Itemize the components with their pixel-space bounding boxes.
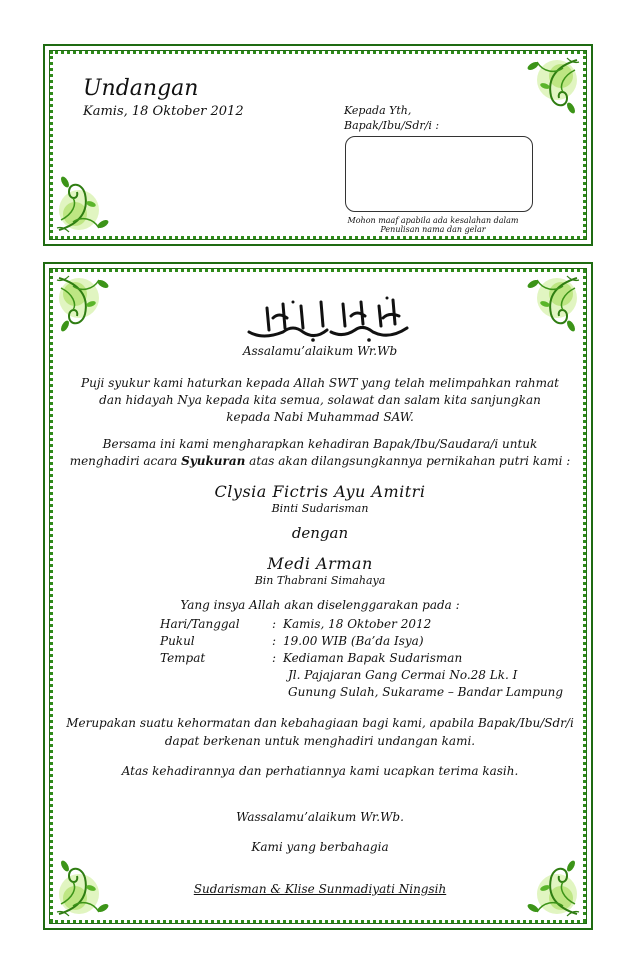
address-line-2: Gunung Sulah, Sukarame – Bandar Lampung <box>288 685 564 699</box>
time-label: Pukul <box>160 634 195 648</box>
day-label: Hari/Tanggal <box>160 617 240 631</box>
schedule-intro: Yang insya Allah akan diselenggarakan pada : <box>180 598 460 612</box>
apology-note-line-1: Mohon maaf apabila ada kesalahan dalam <box>347 216 519 225</box>
opening-greeting: Assalamu’alaikum Wr.Wb <box>242 344 398 358</box>
green-floral-corner-icon <box>55 844 129 918</box>
recipient-label: Kepada Yth, <box>344 104 412 117</box>
bismillah-calligraphy-icon <box>243 294 413 344</box>
paragraph-line: menghadiri acara Syukuran atas akan dilangsungkannya pernikahan putri kami : <box>69 454 571 468</box>
thanks-line: Atas kehadirannya dan perhatiannya kami ucapkan terima kasih. <box>121 764 519 778</box>
closing-greeting: Wassalamu’alaikum Wr.Wb. <box>236 810 404 824</box>
envelope-date: Kamis, 18 Oktober 2012 <box>83 104 244 119</box>
address-box <box>345 136 533 212</box>
place-label: Tempat <box>160 651 206 665</box>
paragraph-line: kepada Nabi Muhammad SAW. <box>226 410 414 424</box>
green-floral-corner-icon <box>55 160 129 234</box>
green-floral-corner-icon <box>507 56 581 130</box>
apology-note-line-2: Penulisan nama dan gelar <box>380 225 486 234</box>
invitation-letter-card <box>43 262 593 930</box>
place-value: Kediaman Bapak Sudarisman <box>283 651 463 665</box>
groom-father: Bin Thabrani Simahaya <box>254 574 386 587</box>
bride-name: Clysia Fictris Ayu Amitri <box>214 482 426 501</box>
day-value: Kamis, 18 Oktober 2012 <box>283 617 432 631</box>
recipient-sublabel: Bapak/Ibu/Sdr/i : <box>344 119 440 132</box>
envelope-title: Undangan <box>83 76 199 101</box>
bride-father: Binti Sudarisman <box>271 502 369 515</box>
green-floral-corner-icon <box>507 844 581 918</box>
connector-text: dengan <box>291 524 349 542</box>
closing-line: Kami yang berbahagia <box>251 840 389 854</box>
event-name: Syukuran <box>181 454 246 468</box>
paragraph-line: dapat berkenan untuk menghadiri undangan kami. <box>164 734 476 748</box>
colon: : <box>272 634 277 648</box>
green-floral-corner-icon <box>55 274 129 348</box>
time-value: 19.00 WIB (Ba’da Isya) <box>283 634 424 648</box>
green-floral-corner-icon <box>507 274 581 348</box>
signature-names: Sudarisman & Klise Sunmadiyati Ningsih <box>193 882 447 896</box>
envelope-card <box>43 44 593 246</box>
paragraph-line: Bersama ini kami mengharapkan kehadiran Bapak/Ibu/Saudara/i untuk <box>102 437 538 451</box>
paragraph-line: Merupakan suatu kehormatan dan kebahagiaan bagi kami, apabila Bapak/Ibu/Sdr/i <box>66 716 574 730</box>
groom-name: Medi Arman <box>267 554 373 573</box>
colon: : <box>272 651 277 665</box>
colon: : <box>272 617 277 631</box>
address-line-1: Jl. Pajajaran Gang Cermai No.28 Lk. I <box>288 668 518 682</box>
paragraph-line: Puji syukur kami haturkan kepada Allah SWT yang telah melimpahkan rahmat <box>81 376 559 390</box>
paragraph-line: dan hidayah Nya kepada kita semua, solawat dan salam kita sanjungkan <box>99 393 541 407</box>
